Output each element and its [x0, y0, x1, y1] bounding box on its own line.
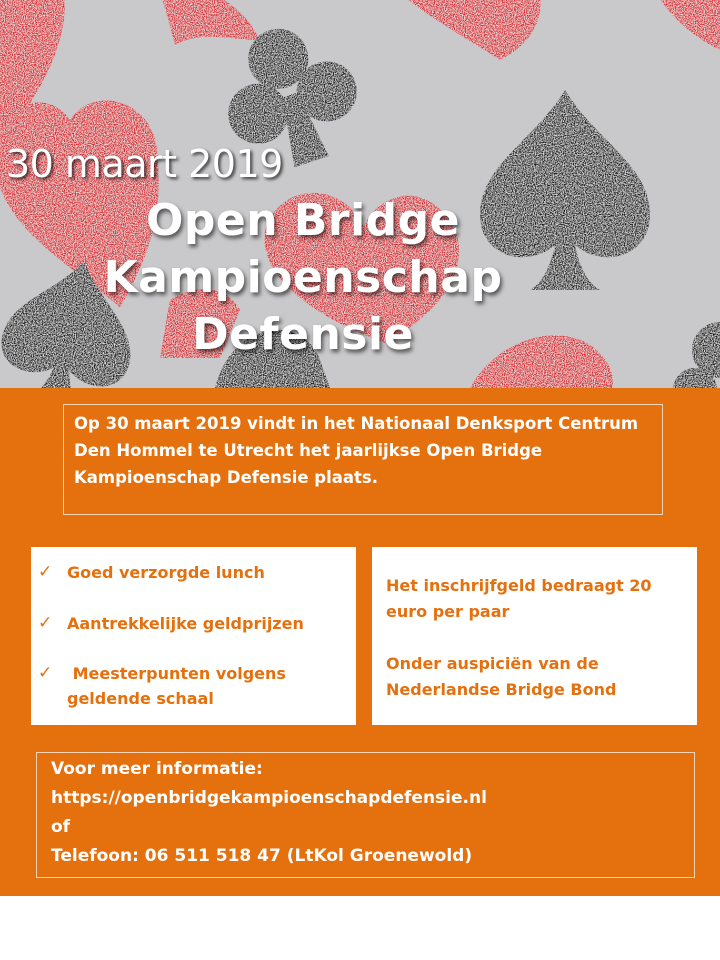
- title-line: Defensie: [192, 309, 414, 360]
- checkmark-icon: ✓: [38, 562, 53, 582]
- auspices-text: Onder auspiciën van de Nederlandse Bridge Bond: [386, 654, 617, 699]
- contact-heading: Voor meer informatie:: [51, 759, 263, 779]
- event-date: 30 maart 2019: [6, 142, 283, 186]
- checkmark-icon: ✓: [38, 663, 53, 683]
- entry-fee-text: Het inschrijfgeld bedraagt 20 euro per paar: [386, 576, 652, 621]
- feature-text: Goed verzorgde lunch: [67, 563, 265, 582]
- contact-info-box: [36, 752, 695, 878]
- details-card: [372, 547, 697, 725]
- feature-text: Aantrekkelijke geldprijzen: [67, 614, 304, 633]
- or-text: of: [51, 817, 71, 837]
- feature-text: Meesterpunten volgens geldende schaal: [67, 664, 292, 708]
- title-line: Kampioenschap: [103, 252, 503, 303]
- hero-banner: [0, 0, 720, 388]
- page-title: [0, 192, 606, 363]
- title-line: Open Bridge: [145, 195, 461, 246]
- features-card: [31, 547, 356, 725]
- website-link[interactable]: https://openbridgekampioenschapdefensie.nl: [51, 788, 487, 808]
- checkmark-icon: ✓: [38, 613, 53, 633]
- phone-text: Telefoon: 06 511 518 47 (LtKol Groenewold): [51, 846, 473, 866]
- intro-text-box: Op 30 maart 2019 vindt in het Nationaal Denksport Centrum Den Hommel te Utrecht het jaarlijkse Open Bridge Kampioenschap Defensie plaats.: [63, 404, 663, 515]
